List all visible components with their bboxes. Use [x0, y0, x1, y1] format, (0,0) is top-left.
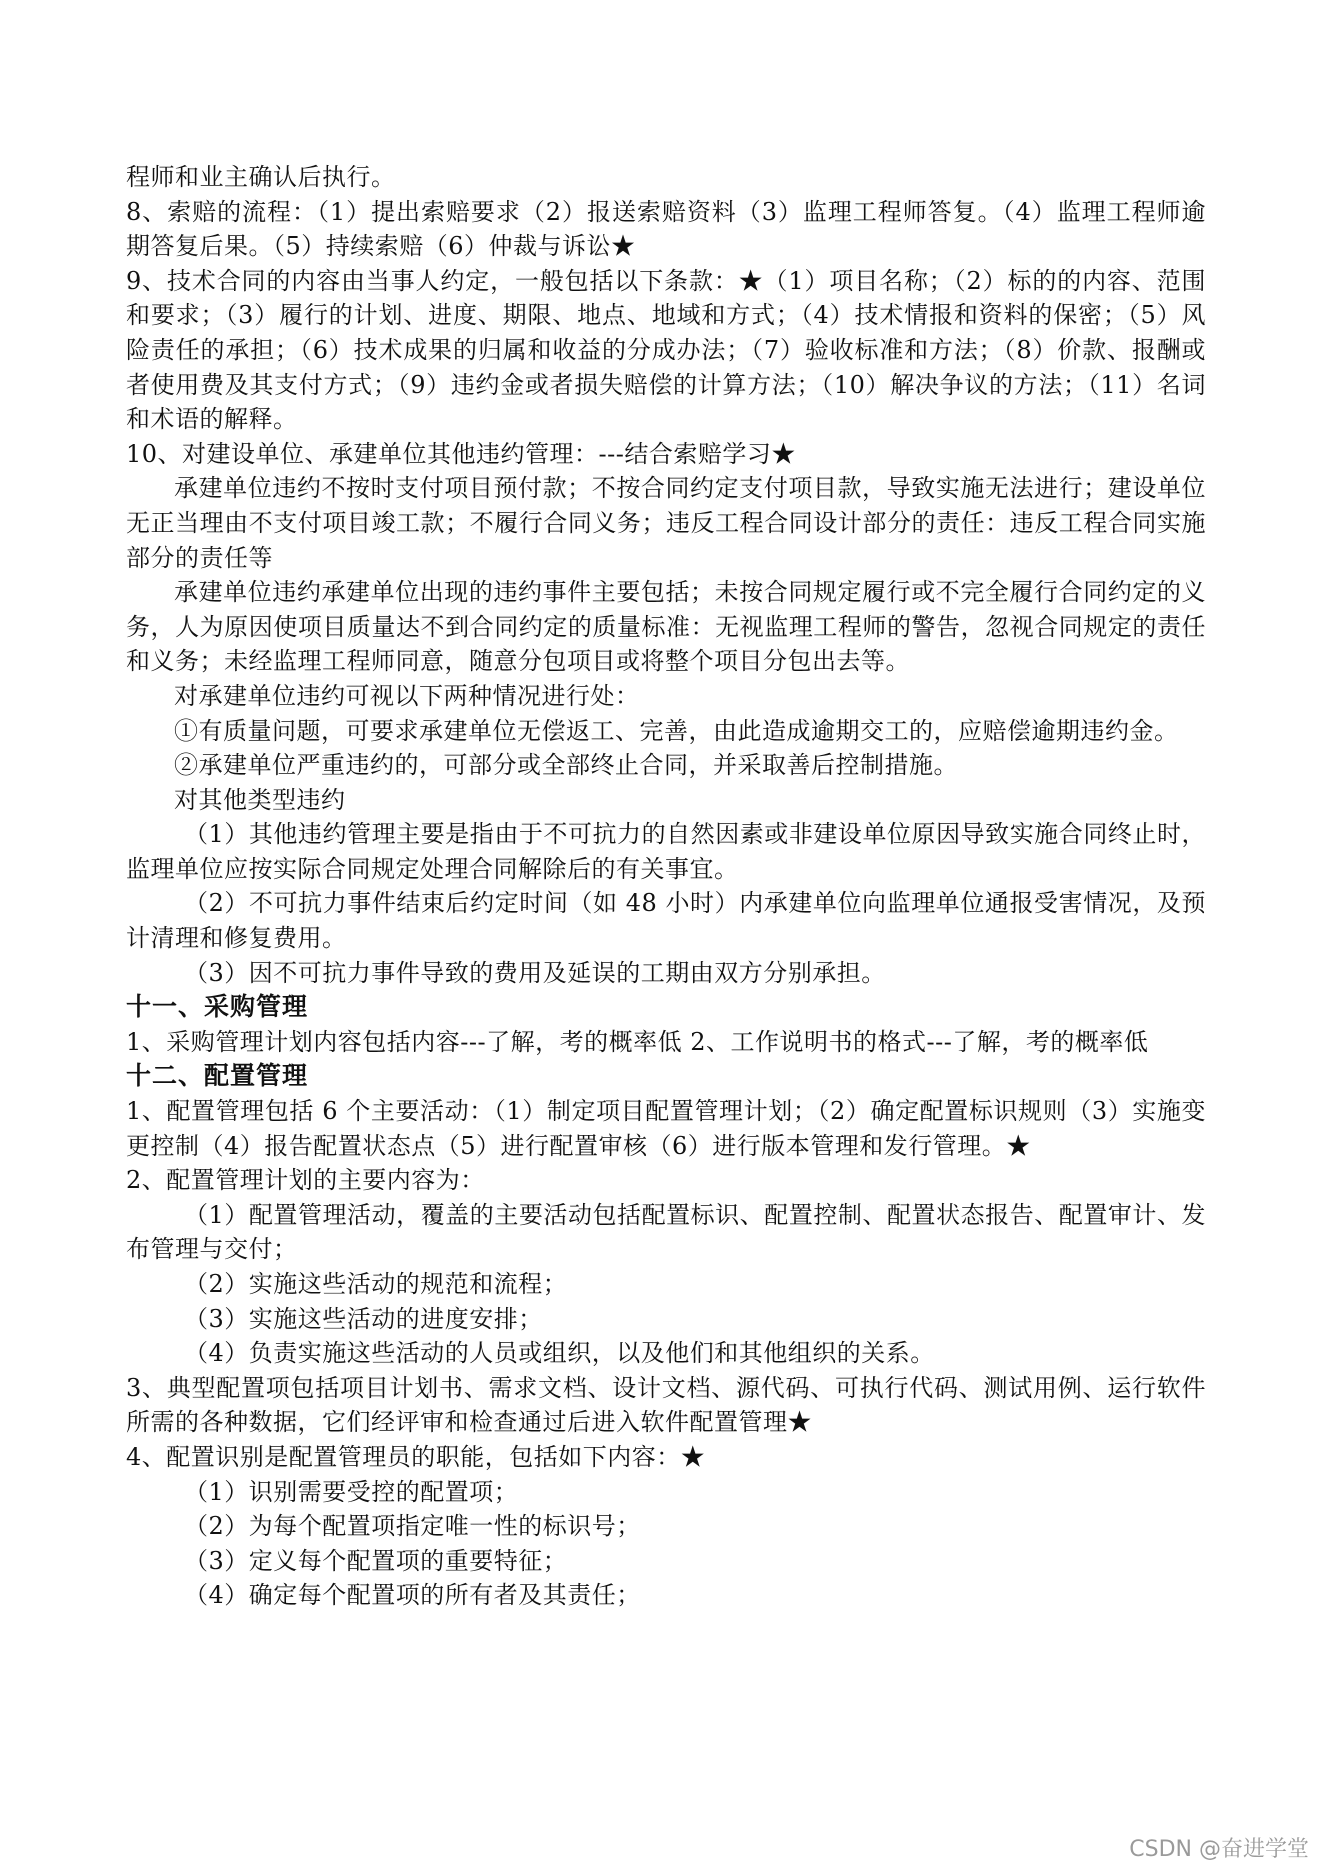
paragraph: 承建单位违约不按时支付项目预付款；不按合同约定支付项目款，导致实施无法进行；建设单位无正当理由不支付项目竣工款；不履行合同义务；违反工程合同设计部分的责任：违反工程合同实施部分的责任等	[126, 474, 1206, 572]
paragraph: （2）实施这些活动的规范和流程；	[184, 1270, 568, 1298]
paragraph: （1）配置管理活动，覆盖的主要活动包括配置标识、配置控制、配置状态报告、配置审计、发布管理与交付；	[126, 1200, 1206, 1264]
paragraph: （3）因不可抗力事件导致的费用及延误的工期由双方分别承担。	[184, 958, 886, 987]
paragraph: （1）其他违约管理主要是指由于不可抗力的自然因素或非建设单位原因导致实施合同终止时，监理单位应按实际合同规定处理合同解除后的有关事宜。	[126, 820, 1206, 883]
paragraph: （2）为每个配置项指定唯一性的标识号；	[184, 1512, 641, 1541]
paragraph: （2）不可抗力事件结束后约定时间（如 48 小时）内承建单位向监理单位通报受害情况，及预计清理和修复费用。	[126, 889, 1206, 953]
paragraph: ①有质量问题，可要求承建单位无偿返工、完善，由此造成逾期交工的，应赔偿逾期违约金。	[174, 716, 1179, 745]
paragraph: 1、配置管理包括 6 个主要活动：（1）制定项目配置管理计划；（2）确定配置标识规则（3）实施变更控制（4）报告配置状态点（5）进行配置审核（6）进行版本管理和发行管理。★	[126, 1097, 1206, 1160]
paragraph: （3）定义每个配置项的重要特征；	[184, 1546, 568, 1575]
paragraph: 8、索赔的流程：（1）提出索赔要求（2）报送索赔资料（3）监理工程师答复。（4）监理工程师逾期答复后果。（5）持续索赔（6）仲裁与诉讼★	[126, 197, 1206, 261]
section-heading: 十一、采购管理	[126, 992, 309, 1022]
document-page	[126, 160, 1206, 1613]
paragraph: （4）负责实施这些活动的人员或组织，以及他们和其他组织的关系。	[184, 1339, 935, 1368]
watermark: CSDN @奋进学堂	[1129, 1837, 1309, 1862]
paragraph: 3、典型配置项包括项目计划书、需求文档、设计文档、源代码、可执行代码、测试用例、运行软件所需的各种数据，它们经评审和检查通过后进入软件配置管理★	[126, 1373, 1206, 1437]
paragraph: （1）识别需要受控的配置项；	[184, 1477, 519, 1506]
paragraph: （3）实施这些活动的进度安排；	[184, 1304, 543, 1333]
paragraph: （4）确定每个配置项的所有者及其责任；	[184, 1581, 641, 1610]
paragraph: 1、采购管理计划内容包括内容---了解，考的概率低 2、工作说明书的格式---了解，考的概率低	[126, 1027, 1149, 1056]
paragraph: 4、配置识别是配置管理员的职能，包括如下内容：★	[126, 1442, 706, 1471]
paragraph: 对其他类型违约	[174, 785, 346, 814]
paragraph: ②承建单位严重违约的，可部分或全部终止合同，并采取善后控制措施。	[174, 751, 958, 780]
paragraph: 10、对建设单位、承建单位其他违约管理：---结合索赔学习★	[126, 439, 796, 468]
paragraph: 承建单位违约承建单位出现的违约事件主要包括；未按合同规定履行或不完全履行合同约定的义务，人为原因使项目质量达不到合同约定的质量标准：无视监理工程师的警告，忽视合同规定的责任和义务；未经监理工程师同意，随意分包项目或将整个项目分包出去等。	[126, 578, 1206, 676]
paragraph: 程师和业主确认后执行。	[126, 163, 396, 191]
paragraph: 对承建单位违约可视以下两种情况进行处：	[174, 681, 640, 710]
paragraph: 9、技术合同的内容由当事人约定，一般包括以下条款：★（1）项目名称；（2）标的的内容、范围和要求；（3）履行的计划、进度、期限、地点、地域和方式；（4）技术情报和资料的保密；（5）风险责任的承担；（6）技术成果的归属和收益的分成办法；（7）验收标准和方法；（8）价款、报酬或者使用费及其支付方式；（9）违约金或者损失赔偿的计算方法；（10）解决争议的方法；（11）名词和术语的解释。	[126, 266, 1206, 434]
section-heading: 十二、配置管理	[126, 1061, 309, 1091]
paragraph: 2、配置管理计划的主要内容为：	[126, 1166, 485, 1195]
